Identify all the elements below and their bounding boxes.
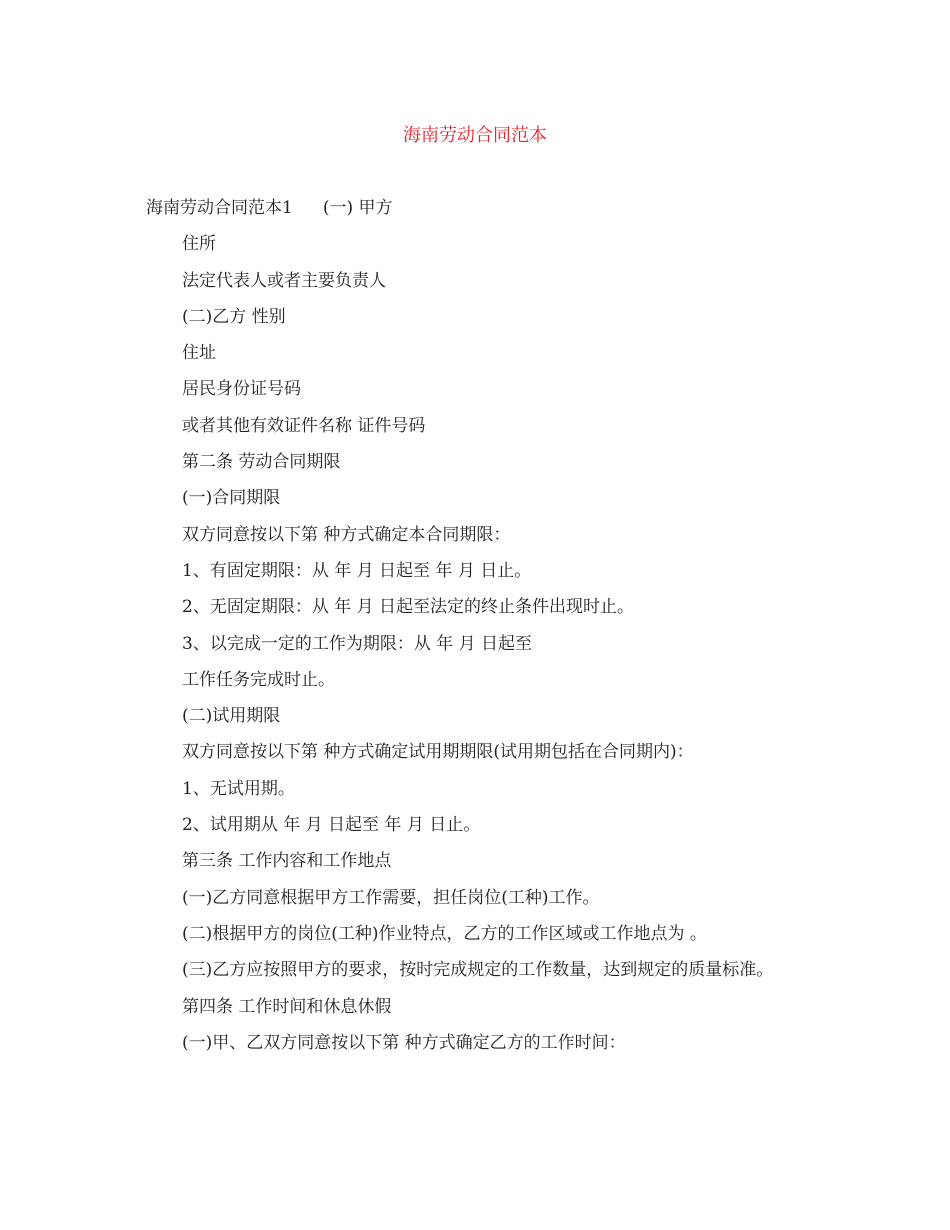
heading-label: 海南劳动合同范本1	[146, 198, 293, 218]
first-line	[146, 194, 806, 230]
paragraph-line: 第二条 劳动合同期限	[182, 452, 341, 473]
paragraph-line: 第三条 工作内容和工作地点	[182, 851, 392, 872]
paragraph-line: 2、试用期从 年 月 日起至 年 月 日止。	[182, 815, 481, 836]
paragraph-line: (二)根据甲方的岗位(工种)作业特点，乙方的工作区域或工作地点为 。	[182, 923, 707, 944]
paragraph-line: (二)乙方 性别	[182, 306, 286, 327]
paragraph-line: 1、无试用期。	[182, 778, 295, 799]
document-title: 海南劳动合同范本	[403, 125, 547, 146]
paragraph-line: 1、有固定期限：从 年 月 日起至 年 月 日止。	[182, 560, 532, 581]
wrapped-paragraph: (三)乙方应按照甲方的要求，按时完成规定的工作数量，达到规定的质量标准。	[182, 960, 774, 981]
paragraph-line: 双方同意按以下第 种方式确定本合同期限：	[182, 524, 511, 545]
paragraph-line: 住址	[182, 343, 216, 364]
paragraph-line: 双方同意按以下第 种方式确定试用期期限(试用期包括在合同期内)：	[182, 742, 694, 763]
paragraph-line: 第四条 工作时间和休息休假	[182, 996, 392, 1017]
paragraph-line: 3、以完成一定的工作为期限：从 年 月 日起至	[182, 633, 533, 654]
paragraph-line: 住所	[182, 234, 216, 255]
paragraph-line: 工作任务完成时止。	[182, 669, 335, 690]
paragraph-line: (一)乙方同意根据甲方工作需要，担任岗位(工种)工作。	[182, 887, 600, 908]
paragraph-line: 2、无固定期限：从 年 月 日起至法定的终止条件出现时止。	[182, 597, 635, 618]
paragraph-line: (一)合同期限	[182, 488, 281, 509]
paragraph-line: 居民身份证号码	[182, 379, 301, 400]
paragraph-line: 或者其他有效证件名称 证件号码	[182, 415, 426, 436]
heading-party: (一) 甲方	[322, 198, 393, 218]
document-body	[146, 194, 806, 1065]
paragraph-line: (二)试用期限	[182, 706, 281, 727]
paragraph-line: 法定代表人或者主要负责人	[182, 270, 386, 291]
paragraph-line: (一)甲、乙双方同意按以下第 种方式确定乙方的工作时间：	[182, 1032, 626, 1053]
